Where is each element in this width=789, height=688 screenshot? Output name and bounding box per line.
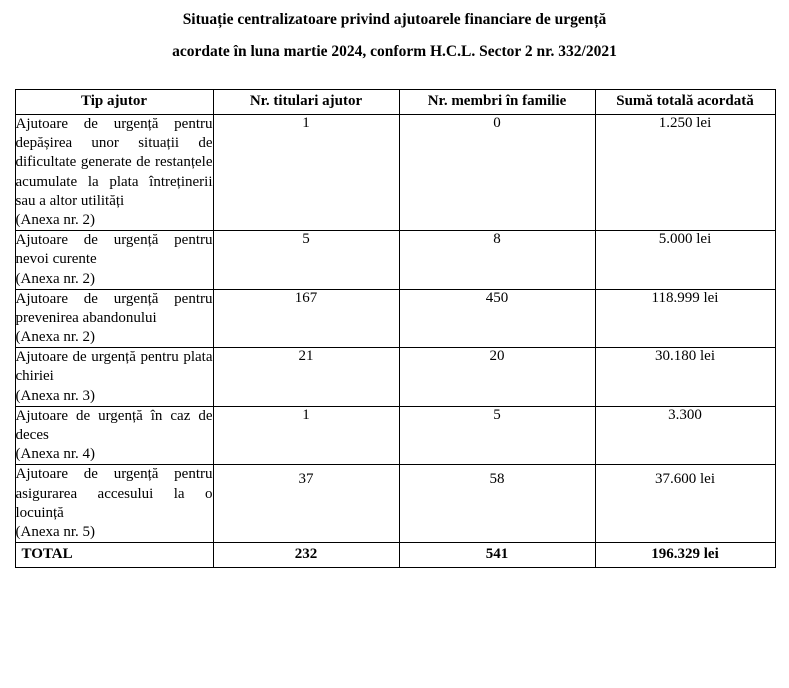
aid-type-annex: (Anexa nr. 5)	[15, 523, 96, 540]
cell-aid-type	[15, 406, 213, 465]
column-header-holders: Nr. titulari ajutor	[213, 90, 399, 115]
cell-holders: 5	[213, 231, 399, 290]
cell-holders: 167	[213, 289, 399, 348]
cell-total-holders: 232	[213, 543, 399, 568]
emergency-aid-table	[15, 89, 776, 568]
cell-total-amount: 37.600 lei	[595, 465, 775, 543]
aid-type-annex: (Anexa nr. 2)	[15, 270, 96, 287]
cell-aid-type	[15, 115, 213, 231]
cell-family-members: 5	[399, 406, 595, 465]
cell-holders: 1	[213, 115, 399, 231]
aid-type-annex: (Anexa nr. 2)	[15, 211, 96, 228]
table-row	[15, 231, 775, 290]
cell-family-members: 0	[399, 115, 595, 231]
table-row	[15, 406, 775, 465]
cell-total-amount-sum: 196.329 lei	[595, 543, 775, 568]
table-body	[15, 115, 775, 568]
table-total-row	[15, 543, 775, 568]
cell-family-members: 450	[399, 289, 595, 348]
page-title	[0, 0, 789, 59]
table-header	[15, 90, 775, 115]
page-title-line-2: acordate în luna martie 2024, conform H.C.L. Sector 2 nr. 332/2021	[172, 42, 617, 60]
table-header-row	[15, 90, 775, 115]
cell-aid-type	[15, 231, 213, 290]
aid-type-annex: (Anexa nr. 2)	[15, 329, 96, 346]
aid-type-description: Ajutoare de urgență pentru prevenirea abandonului	[15, 290, 213, 326]
cell-total-label: TOTAL	[15, 543, 213, 568]
cell-family-members: 20	[399, 348, 595, 407]
table-container	[15, 59, 775, 568]
column-header-aid-type: Tip ajutor	[15, 90, 213, 115]
table-row	[15, 289, 775, 348]
cell-total-amount: 5.000 lei	[595, 231, 775, 290]
cell-total-family-members: 541	[399, 543, 595, 568]
aid-type-description: Ajutoare de urgență pentru depășirea unor situații de dificultate generate de restanțele acumulate la plata întreținerii sau a altor utilități	[15, 116, 213, 209]
cell-family-members: 58	[399, 465, 595, 543]
aid-type-description: Ajutoare de urgență pentru plata chiriei	[15, 349, 213, 385]
cell-holders: 21	[213, 348, 399, 407]
cell-holders: 37	[213, 465, 399, 543]
page-title-line-1: Situație centralizatoare privind ajutoarele financiare de urgență	[182, 11, 607, 28]
aid-type-description: Ajutoare de urgență pentru nevoi curente	[15, 232, 213, 268]
cell-aid-type	[15, 465, 213, 543]
column-header-total-amount: Sumă totală acordată	[595, 90, 775, 115]
column-header-family-members: Nr. membri în familie	[399, 90, 595, 115]
cell-total-amount: 3.300	[595, 406, 775, 465]
cell-total-amount: 118.999 lei	[595, 289, 775, 348]
table-row	[15, 348, 775, 407]
cell-total-amount: 30.180 lei	[595, 348, 775, 407]
table-row	[15, 115, 775, 231]
cell-family-members: 8	[399, 231, 595, 290]
aid-type-description: Ajutoare de urgență în caz de deces	[15, 407, 213, 443]
aid-type-annex: (Anexa nr. 3)	[15, 387, 96, 404]
cell-aid-type	[15, 348, 213, 407]
aid-type-annex: (Anexa nr. 4)	[15, 446, 96, 463]
cell-total-amount: 1.250 lei	[595, 115, 775, 231]
table-row	[15, 465, 775, 543]
aid-type-description: Ajutoare de urgență pentru asigurarea accesului la o locuință	[15, 466, 213, 521]
cell-aid-type	[15, 289, 213, 348]
cell-holders: 1	[213, 406, 399, 465]
